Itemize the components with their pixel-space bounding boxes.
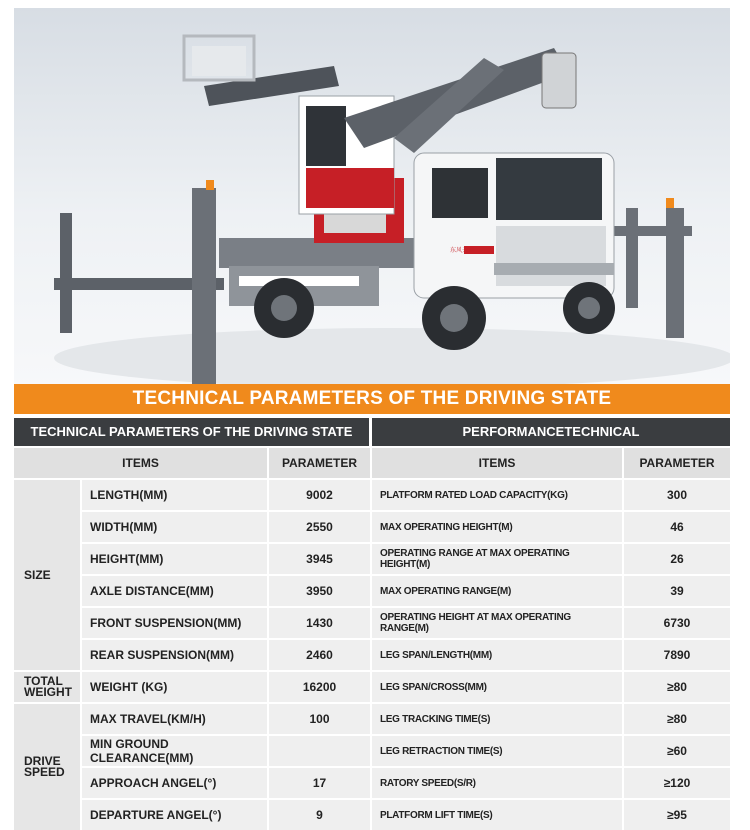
spec-item: REAR SUSPENSION(MM) xyxy=(82,640,267,670)
performance-value: ≥120 xyxy=(624,768,730,798)
performance-item: MAX OPERATING RANGE(M) xyxy=(372,576,622,606)
performance-item: LEG SPAN/LENGTH(MM) xyxy=(372,640,622,670)
spec-value: 9 xyxy=(269,800,370,830)
right-col-parameter: PARAMETER xyxy=(624,448,730,478)
performance-item: LEG TRACKING TIME(S) xyxy=(372,704,622,734)
spec-item: AXLE DISTANCE(MM) xyxy=(82,576,267,606)
spec-value: 2550 xyxy=(269,512,370,542)
spec-item: WEIGHT (KG) xyxy=(82,672,267,702)
group-label: DRIVE SPEED xyxy=(14,704,80,830)
performance-item: LEG SPAN/CROSS(MM) xyxy=(372,672,622,702)
performance-value: ≥60 xyxy=(624,736,730,766)
spec-item: HEIGHT(MM) xyxy=(82,544,267,574)
spec-item: LENGTH(MM) xyxy=(82,480,267,510)
left-col-parameter: PARAMETER xyxy=(269,448,370,478)
truck-photo xyxy=(14,8,730,386)
left-col-items: ITEMS xyxy=(14,448,267,478)
performance-item: LEG RETRACTION TIME(S) xyxy=(372,736,622,766)
cab-decal-text: 东风天锦 xyxy=(450,247,475,254)
spec-value: 16200 xyxy=(269,672,370,702)
performance-item: OPERATING RANGE AT MAX OPERATING HEIGHT(M) xyxy=(372,544,622,574)
right-table-heading: PERFORMANCETECHNICAL xyxy=(372,418,730,446)
truck-illustration xyxy=(14,8,730,386)
spec-item: FRONT SUSPENSION(MM) xyxy=(82,608,267,638)
group-label: TOTAL WEIGHT xyxy=(14,672,80,702)
group-label: SIZE xyxy=(14,480,80,670)
performance-item: RATORY SPEED(S/R) xyxy=(372,768,622,798)
left-table-heading: TECHNICAL PARAMETERS OF THE DRIVING STATE xyxy=(14,418,369,446)
spec-item: APPROACH ANGEL(°) xyxy=(82,768,267,798)
performance-value: 7890 xyxy=(624,640,730,670)
performance-value: 26 xyxy=(624,544,730,574)
spec-item: WIDTH(MM) xyxy=(82,512,267,542)
spec-item: DEPARTURE ANGEL(°) xyxy=(82,800,267,830)
performance-value: ≥95 xyxy=(624,800,730,830)
spec-value xyxy=(269,736,370,766)
performance-item: MAX OPERATING HEIGHT(M) xyxy=(372,512,622,542)
spec-value: 2460 xyxy=(269,640,370,670)
spec-value: 3945 xyxy=(269,544,370,574)
spec-item: MIN GROUND CLEARANCE(MM) xyxy=(82,736,267,766)
spec-value: 9002 xyxy=(269,480,370,510)
performance-item: OPERATING HEIGHT AT MAX OPERATING RANGE(M) xyxy=(372,608,622,638)
performance-value: 6730 xyxy=(624,608,730,638)
spec-value: 1430 xyxy=(269,608,370,638)
right-col-items: ITEMS xyxy=(372,448,622,478)
spec-value: 100 xyxy=(269,704,370,734)
performance-value: 300 xyxy=(624,480,730,510)
spec-item: MAX TRAVEL(KM/H) xyxy=(82,704,267,734)
banner-title: TECHNICAL PARAMETERS OF THE DRIVING STATE xyxy=(14,384,730,414)
performance-value: 46 xyxy=(624,512,730,542)
performance-item: PLATFORM RATED LOAD CAPACITY(KG) xyxy=(372,480,622,510)
performance-value: 39 xyxy=(624,576,730,606)
spec-value: 17 xyxy=(269,768,370,798)
performance-value: ≥80 xyxy=(624,704,730,734)
spec-value: 3950 xyxy=(269,576,370,606)
performance-value: ≥80 xyxy=(624,672,730,702)
performance-item: PLATFORM LIFT TIME(S) xyxy=(372,800,622,830)
